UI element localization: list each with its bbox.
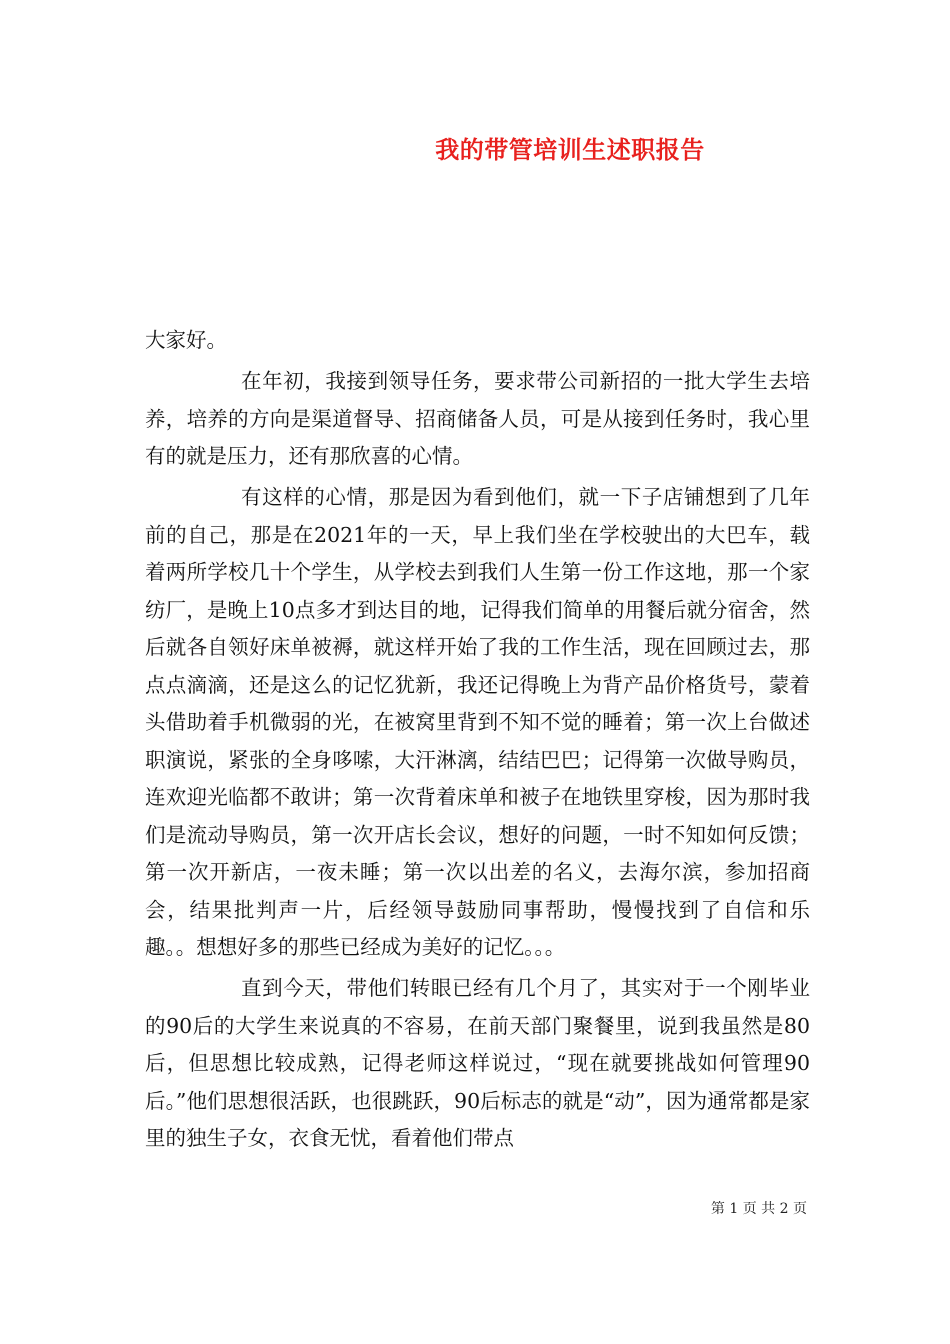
paragraph-3: 直到今天，带他们转眼已经有几个月了，其实对于一个刚毕业的90后的大学生来说真的不容易，在前天部门聚餐里，说到我虽然是80后，但思想比较成熟，记得老师这样说过，“现在就要挑战如何管理90后。”他们思想很活跃，也很跳跃，90后标志的就是“动”，因为通常都是家里的独生子女，衣食无忧，看着他们带点 [145, 976, 810, 1150]
document-body [145, 322, 810, 1158]
paragraph-2: 有这样的心情，那是因为看到他们，就一下子店铺想到了几年前的自己，那是在2021年的一天，早上我们坐在学校驶出的大巴车，载着两所学校几十个学生，从学校去到我们人生第一份工作这地，那一个家纺厂，是晚上10点多才到达目的地，记得我们简单的用餐后就分宿舍，然后就各自领好床单被褥，就这样开始了我的工作生活，现在回顾过去，那点点滴滴，还是这么的记忆犹新，我还记得晚上为背产品价格货号，蒙着头借助着手机微弱的光，在被窝里背到不知不觉的睡着；第一次上台做述职演说，紧张的全身哆嗦，大汗淋漓，结结巴巴；记得第一次做导购员，连欢迎光临都不敢讲；第一次背着床单和被子在地铁里穿梭，因为那时我们是流动导购员，第一次开店长会议，想好的问题，一时不知如何反馈；第一次开新店，一夜未睡；第一次以出差的名义，去海尔滨，参加招商会，结果批判声一片，后经领导鼓励同事帮助，慢慢找到了自信和乐趣。。想想好多的那些已经成为美好的记忆。。。 [145, 485, 810, 959]
page-number-footer: 第 1 页 共 2 页 [710, 1201, 807, 1217]
greeting-line: 大家好。 [145, 328, 227, 352]
paragraph-1: 在年初，我接到领导任务，要求带公司新招的一批大学生去培养，培养的方向是渠道督导、招商储备人员，可是从接到任务时，我心里有的就是压力，还有那欣喜的心情。 [145, 369, 810, 468]
document-title: 我的带管培训生述职报告 [435, 135, 705, 164]
